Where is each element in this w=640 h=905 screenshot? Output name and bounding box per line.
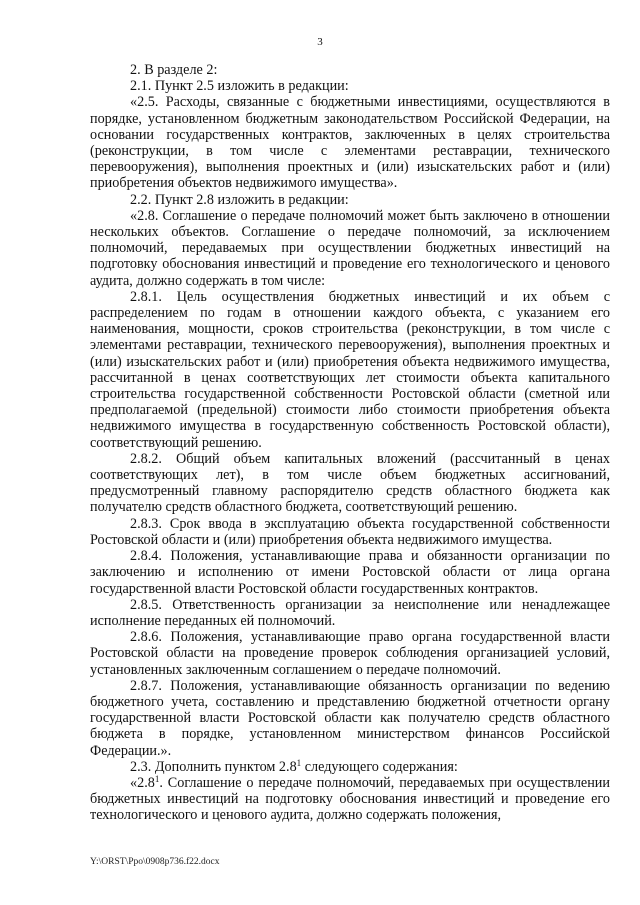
paragraph-2-8-5: 2.8.5. Ответственность организации за неисполнение или ненадлежащее исполнение переданных ей полномочий. [90,596,610,629]
paragraph-2-8-4: 2.8.4. Положения, устанавливающие права и обязанности организации по заключению и исполнению от имени Ростовской области от лица органа государственной власти Ростовской области государственных контрактов. [90,548,610,597]
paragraph-2-8-superscript-1 [90,775,610,824]
paragraph-2-3 [90,759,610,775]
text-segment: «2.8 [130,774,155,791]
paragraph-2-8-3: 2.8.3. Срок ввода в эксплуатацию объекта государственной собственности Ростовской области и (или) приобретения объекта недвижимого имущества. [90,515,610,548]
paragraph-2-8-2: 2.8.2. Общий объем капитальных вложений (рассчитанный в ценах соответствующих лет), в том числе объем бюджетных ассигнований, предусмотренный главному распорядителю средств областного бюджета как получателю средств областного бюджета, соответствующий решению. [90,450,610,516]
superscript: 1 [154,773,160,784]
page-number: 3 [317,36,323,48]
paragraph-2-8-quote: «2.8. Соглашение о передаче полномочий может быть заключено в отношении нескольких объектов. Соглашение о передаче полномочий, за исключением полномочий, передаваемых при осуществлении бюджетных инвестиций на подготовку обоснования инвестиций и проведение его технологического и ценового аудита, должно содержать в том числе: [90,207,610,289]
paragraph-2-1: 2.1. Пункт 2.5 изложить в редакции: [130,78,349,95]
paragraph-2-8-6: 2.8.6. Положения, устанавливающие право органа государственной власти Ростовской области на проведение проверок соблюдения организацией условий, установленных заключенным соглашением о передаче полномочий. [90,629,610,678]
paragraph-2-8-7: 2.8.7. Положения, устанавливающие обязанность организации по ведению бюджетного учета, составлению и представлению бюджетной отчетности органу государственной власти Ростовской области как получателю средств областного бюджета в порядке, установленном министерством финансов Российской Федерации.». [90,677,610,759]
text-segment: 2.3. Дополнить пунктом 2.8 [130,758,297,775]
document-body [90,62,610,824]
superscript: 1 [296,757,302,768]
text-segment: следующего содержания: [301,758,458,775]
paragraph-2-2: 2.2. Пункт 2.8 изложить в редакции: [130,191,349,208]
section-heading: 2. В разделе 2: [130,62,218,78]
text-segment: . Соглашение о передаче полномочий, передаваемых при осуществлении бюджетных инвестиций на подготовку обоснования инвестиций и проведение его технологического и ценового аудита, должно содержать положения, [90,774,610,824]
file-path-footer: Y:\ORST\Ppo\0908p736.f22.docx [90,857,220,867]
paragraph-2-5-quote: «2.5. Расходы, связанные с бюджетными инвестициями, осуществляются в порядке, установленном бюджетным законодательством Российской Федерации, на основании государственных контрактов, заключенных в целях строительства (реконструкции, в том числе с элементами реставрации, технического перевооружения), выполнения проектных и (или) изыскательских работ и (или) приобретения объектов недвижимого имущества». [90,94,610,192]
paragraph-2-8-1: 2.8.1. Цель осуществления бюджетных инвестиций и их объем с распределением по годам в отношении каждого объекта, с указанием его наименования, мощности, сроков строительства (реконструкции, в том числе с элементами реставрации, технического перевооружения), выполнения проектных и (или) изыскательских работ и (или) приобретения объекта недвижимого имущества, рассчитанной в ценах соответствующих лет стоимости объекта капитального строительства государственной собственности Ростовской области (сметной или предполагаемой (предельной) стоимости либо стоимости приобретения объекта недвижимого имущества в государственную собственность Ростовской области), соответствующий решению. [90,288,610,451]
